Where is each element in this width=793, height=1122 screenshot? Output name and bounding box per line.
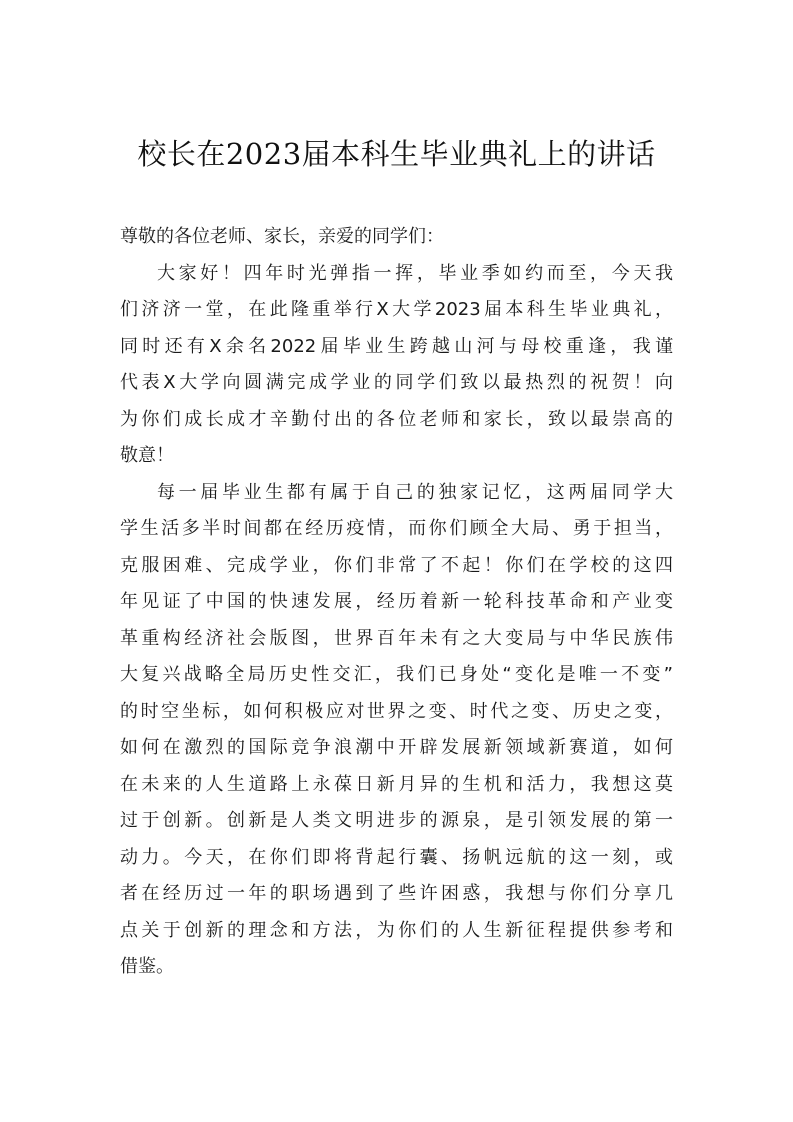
paragraph-line: 同时还有X余名2022届毕业生跨越山河与母校重逢，我谨 — [120, 335, 673, 357]
paragraph-line: 克服困难、完成学业，你们非常了不起！你们在学校的这四 — [120, 554, 673, 576]
document-title: 校长在2023届本科生毕业典礼上的讲话 — [137, 137, 656, 171]
paragraph-line: 在未来的人生道路上永葆日新月异的生机和活力，我想这莫 — [120, 773, 673, 795]
paragraph-line: 革重构经济社会版图，世界百年未有之大变局与中华民族伟 — [120, 627, 673, 649]
paragraph-greeting — [120, 256, 673, 475]
paragraph-line: 者在经历过一年的职场遇到了些许困惑，我想与你们分享几 — [120, 883, 673, 904]
paragraph-line: 们济济一堂，在此隆重举行X大学2023届本科生毕业典礼， — [120, 299, 673, 320]
paragraph-line: 年见证了中国的快速发展，经历着新一轮科技革命和产业变 — [120, 591, 673, 612]
salutation: 尊敬的各位老师、家长，亲爱的同学们： — [120, 226, 444, 247]
paragraph-line: 的时空坐标，如何积极应对世界之变、时代之变、历史之变， — [120, 700, 673, 722]
paragraph-line: 代表X大学向圆满完成学业的同学们致以最热烈的祝贺！向 — [120, 372, 673, 393]
paragraph-line: 点关于创新的理念和方法，为你们的人生新征程提供参考和 — [120, 919, 673, 941]
paragraph-line: 大复兴战略全局历史性交汇，我们已身处“变化是唯一不变” — [120, 664, 673, 685]
paragraph-line: 如何在激烈的国际竞争浪潮中开辟发展新领域新赛道，如何 — [120, 737, 673, 758]
paragraph-line: 敬意！ — [120, 445, 174, 466]
paragraph-line: 大家好！四年时光弹指一挥，毕业季如约而至，今天我 — [157, 262, 673, 284]
paragraph-innovation — [120, 475, 673, 986]
paragraph-line: 每一届毕业生都有属于自己的独家记忆，这两届同学大 — [157, 481, 673, 503]
paragraph-line: 动力。今天，在你们即将背起行囊、扬帆远航的这一刻，或 — [120, 846, 673, 868]
paragraph-line: 学生活多半时间都在经历疫情，而你们顾全大局、勇于担当， — [120, 518, 673, 539]
paragraph-line: 过于创新。创新是人类文明进步的源泉，是引领发展的第一 — [120, 810, 673, 831]
paragraph-line: 借鉴。 — [120, 956, 174, 977]
paragraph-line: 为你们成长成才辛勤付出的各位老师和家长，致以最崇高的 — [120, 408, 673, 430]
document-body — [120, 219, 673, 986]
